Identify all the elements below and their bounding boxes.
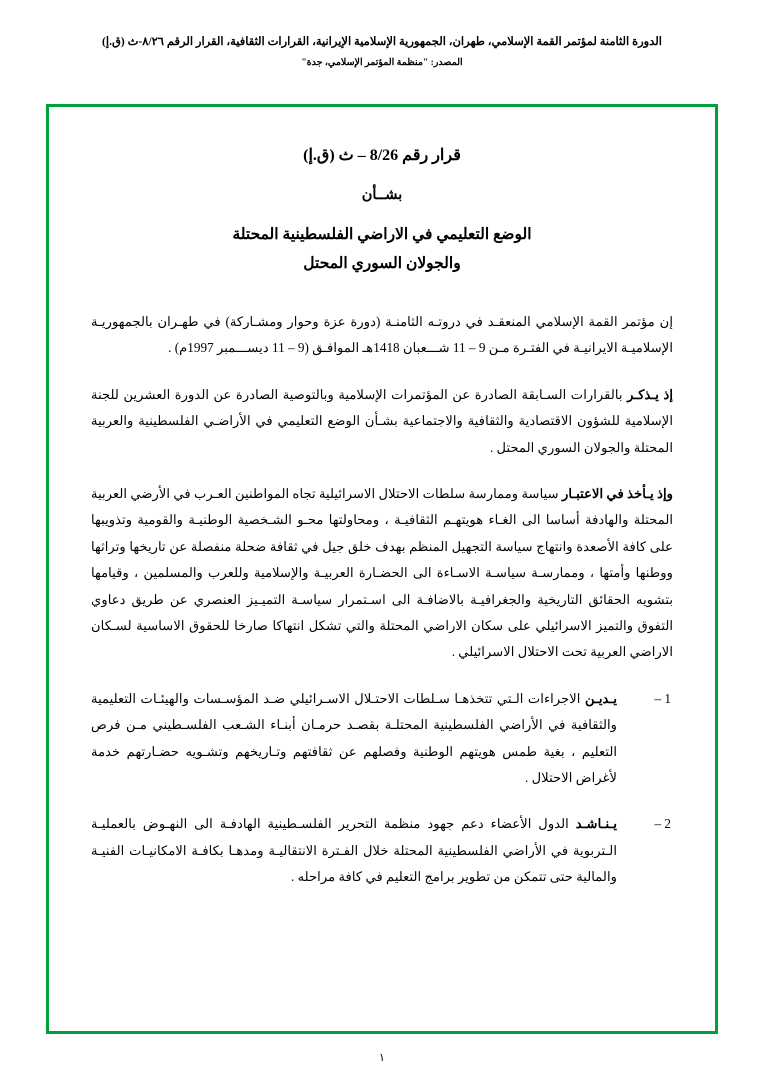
frame-content: [49, 107, 715, 1031]
paragraph-recalling-text: بالقرارات السـابقة الصادرة عن المؤتمرات الإسلامية وبالتوصية الصادرة عن الدورة العشرين للجنة الإسلامية للشؤون الاقتصادية والثقافية والاجتماعية بشـأن الوضع التعليمي في الأراضـي الفلسطينية والعربية المحتلة والجولان السوري المحتل .: [91, 386, 673, 455]
clause-item-1: [91, 686, 673, 792]
paragraph-recalling-lead: إذ يـذكـر: [627, 386, 673, 402]
resolution-number: قرار رقم 8/26 – ث (ق.إ): [303, 147, 461, 164]
header-source-line: المصدر: "منظمة المؤتمر الإسلامي، جدة": [301, 58, 463, 69]
paragraph-considering-text: سياسة وممارسة سلطات الاحتلال الاسرائيلية تجاه المواطنين العـرب في الأرضي العربية المحتلة والهادفة أساسا الى الغـاء هويتهـم الثقافيـة ، ومحاولتها محـو الشـخصية الوطنيـة والقومية وتذويبها على كافة الأصعدة وانتهاج سياسة التجهيل المنظم بهدف خلق جيل في ثقافة ضحلة منفصلة عن تاريخها وتراثها ووطنها وأمتها ، وممارسـة سياسـة الاسـاءة الى الحضـارة العربيـة والإسلامية وللعرب والمسلمين ، وقيامها بتشويه الحقائق التاريخية والجغرافيـة بالاضافـة الى اسـتمرار سياسـة التميـيز العنصري عن طريق دعاوي التفوق والتميز الاسرائيلي على سكان الاراضي المحتلة والتي تشكل انتهاكا صارخا للحقوق الاساسية لسـكان الاراضي العربية تحت الاحتلال الاسرائيلي .: [91, 485, 673, 660]
paragraph-considering: [91, 481, 673, 666]
page-footer: [0, 1051, 764, 1064]
paragraph-considering-lead: وإذ يـأخذ في الاعتبـار: [561, 485, 673, 501]
clause-2-lead: يـنـاشـد: [575, 816, 617, 832]
clause-1-number-value: 1: [664, 690, 671, 706]
clause-1-lead: يـديـن: [584, 690, 617, 706]
green-border-frame: [46, 104, 718, 1034]
clause-2-dash: –: [654, 816, 662, 832]
clause-1-dash: –: [654, 690, 662, 706]
clause-2-number: [617, 811, 673, 890]
clause-1-body: [91, 686, 617, 792]
resolution-title-line-2: والجولان السوري المحتل: [303, 255, 461, 273]
header-reference-line: الدورة الثامنة لمؤتمر القمة الإسلامي، طهران، الجمهورية الإسلامية الإيرانية، القرارات الثقافية، القرار الرقم ٨/٢٦-ث (ق.إ): [102, 36, 662, 48]
paragraph-recalling: [91, 382, 673, 461]
resolution-title-line-1: الوضع التعليمي في الاراضي الفلسطينية المحتلة: [232, 226, 532, 243]
resolution-about-label: بشــأن: [361, 187, 403, 203]
page-header: [0, 0, 764, 68]
clause-item-2: [91, 811, 673, 890]
clause-2-text: الدول الأعضاء دعم جهود منظمة التحرير الفلسـطينية الهادفـة الى النهـوض بالعمليـة الـتربوية في الأراضي الفلسطينية المحتلة خلال الفـترة الانتقاليـة ومدهـا بكافـة الامكانيـات الفنيـة والمالية حتى تتمكن من تطوير برامج التعليم في كافة مراحله .: [91, 816, 617, 885]
clause-1-text: الاجراءات الـتي تتخذهـا سـلطات الاحتـلال الاسـرائيلي ضـد المؤسـسات والهيئـات التعليمية والثقافية في الأراضي الفلسطينية المحتلـة بقصـد حرمـان أبنـاء الشـعب الفلسـطيني مـن فرص التعليم ، بغية طمس هويتهم الوطنية وفصلهم عن ثقافتهم وتـاريخهم وتشـويه حضـارتهم خدمة لأغراض الاحتلال .: [91, 690, 617, 785]
clause-2-number-value: 2: [664, 816, 671, 832]
clause-2-body: [91, 811, 617, 890]
preamble-paragraph: إن مؤتمر القمة الإسلامي المنعقـد في دروتـه الثامنـة (دورة عزة وحوار ومشـاركة) في طهـران بالجمهوريـة الإسلاميـة الايرانيـة في الفتـرة مـن 9 – 11 شـــعبان 1418هـ الموافـق (9 – 11 ديســـمبر 1997م) .: [91, 313, 673, 356]
page-number: ١: [379, 1052, 385, 1064]
clause-1-number: [617, 686, 673, 792]
resolution-title: [91, 220, 673, 279]
